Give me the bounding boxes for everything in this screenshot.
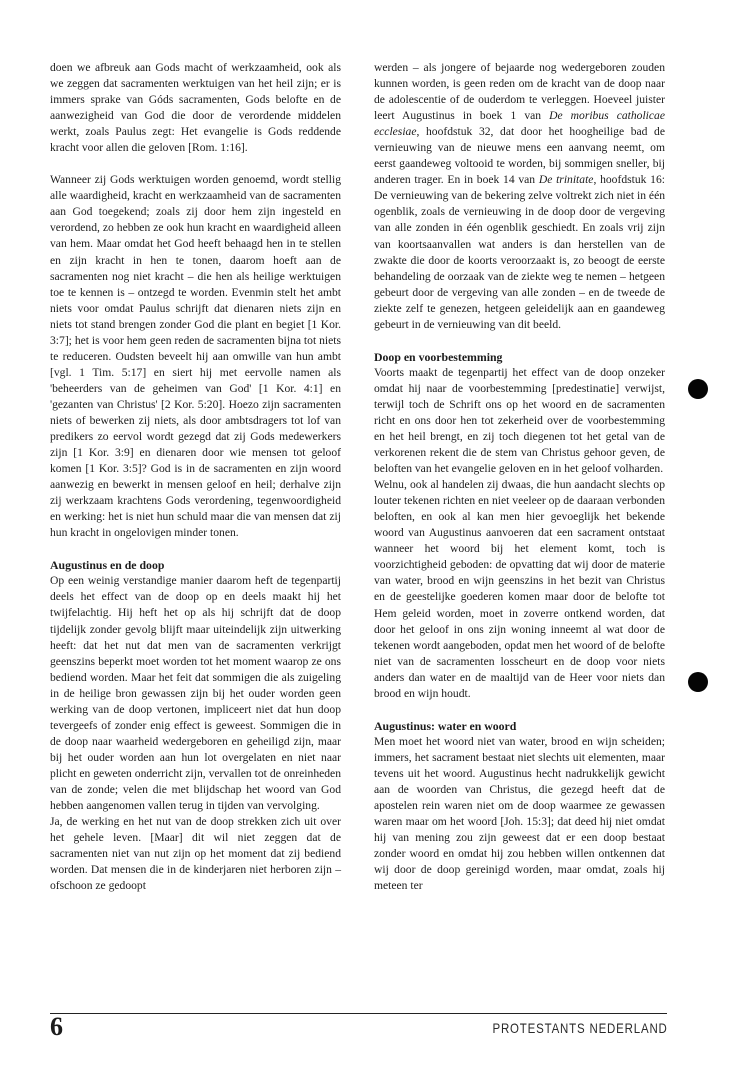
paragraph: Welnu, ook al handelen zij dwaas, die hun aandacht slechts op louter tekenen richten en niet veeleer op de daaraan verbonden beloften, en ook al kan men hier gevoeglijk het bekende woord van Augustinus aanvoeren dat een sacrament ontstaat wanneer het woord bij het element komt, toch is voorzichtigheid geboden: de opvatting dat wij door de materie van water, brood en wijn geenszins in het bezit van Christus en de geestelijke goederen komen maar door de belofte tot Hem geleid worden, moet in zoverre ontkend worden, dat door het geloof in ons zijn woning inneemt al wat door de tekenen wordt aangeboden, opdat men het woord of de belofte niet van de sacramenten losscheurt en de doop voor niets anders dan water en de maaltijd van de Heer voor niets dan brood en wijn houdt. <box>374 478 665 700</box>
section-heading: Augustinus en de doop <box>50 558 165 573</box>
footer-rule <box>50 1013 667 1014</box>
section-heading: Augustinus: water en woord <box>374 718 517 733</box>
right-column <box>374 60 665 894</box>
text-run: werden – als jongere of bejaarde nog wedergeboren zouden kunnen worden, is geen reden om de kracht van de doop naar de adolescentie of de ouderdom te verleggen. Hoeveel juister leert Augustinus in boek 1 van <box>374 61 665 123</box>
left-column <box>50 60 341 894</box>
paragraph: Men moet het woord niet van water, brood en wijn scheiden; immers, het sacrament bestaat niet slechts uit elementen, maar tevens uit het woord. Augustinus hecht nadrukkelijk gewicht aan de woorden van Christus, die gezegd heeft dat de apostelen rein waren niet om de doop waarmee ze gewassen waren maar om het woord [Joh. 15:3]; dat deed hij niet omdat hij van mening zou zijn geweest dat er een doop bestaat zonder woord en omdat hij zou hebben willen ontkennen dat wij door de doop gereinigd worden, maar omdat, zoals hij meteen ter <box>374 734 665 893</box>
paragraph: Ja, de werking en het nut van de doop strekken zich uit over het gehele leven. [Maar] dit wil niet zeggen dat de sacramenten niet van nut zijn op het moment dat zij bediend worden. Dat mensen die in de kinderjaren niet herboren zijn – ofschoon ze gedoopt <box>50 815 341 893</box>
text-run: , hoofdstuk 32, dat door het hoogheilige bad de vernieuwing van de nieuwe mens een aanvang neemt, om eerst gaandeweg voltooid te worden, bij sommigen sneller, bij anderen trager. En in boek 14 van <box>374 125 665 187</box>
book-title: De moribus catholicae ecclesiae <box>374 109 665 139</box>
paragraph: Wanneer zij Gods werktuigen worden genoemd, wordt stellig alle waardigheid, kracht en werkzaamheid van de sacramenten aan God toegekend; zoals zij door hem zijn ingesteld en verordend, zo hebben ze ook hun kracht en waardigheid alleen van hem. Maar omdat het God heeft behaagd hen in te stellen en zijn kracht in hen te tonen, daarom hoeft aan de sacramenten nog niet kracht – die hen als heilige werktuigen toe te kennen is – ontzegd te worden. Evenmin stelt het ambt niets voor omdat Paulus schrijft dat dienaren niets zijn en niets tot stand brengen zonder God die plant en begiet [1 Kor. 3:7]; het is voor hem geen reden de sacramenten bijna tot niets te reduceren. Oudsten beveelt hij aan omwille van hun ambt [vgl. 1 Tim. 5:17] en siert hij met eervolle namen als 'beheerders van de geheimen van God' [1 Kor. 4:1] en 'gezanten van Christus' [2 Kor. 5:20]. Hoezo zijn sacramenten niets of bewerken zij niets, als door ambtsdragers tot lof van predikers zo eervol wordt gezegd dat zij Gods medewerkers zijn [1 Kor. 3:9] en dienaren door wie mensen tot geloof komen [1 Kor. 3:5]? God is in de sacramenten en zijn woord aanwezig en bewerkt in mensen geloof en heil; derhalve zijn zij werkzaam krachtens Gods verordening, tegenwoordigheid en werking: het is niet hun schuld maar die van mensen dat zij hun kracht in ongelovigen minder tonen. <box>50 173 341 540</box>
magazine-name: PROTESTANTS NEDERLAND <box>492 1020 668 1036</box>
binder-hole <box>688 379 708 399</box>
text-run: , hoofdstuk 16: De vernieuwing van de bekering zelve voltrekt zich niet in één ogenblik, zoals de vernieuwing in de doop door de vergeving van alle zonden in één ogenblik geschiedt. En zoals vrij zijn van koortsaanvallen wat anders is dan herstellen van de zwakte die door de koorts veroorzaakt is, zo beoogt de eerste behandeling de oorzaak van de ziekte weg te nemen – hetgeen gebeurt door de vergeving van alle zonden – en de tweede de ziekte zelf te genezen, hetgeen geleidelijk aan en gaandeweg gebeurt in de vernieuwing van dit beeld. <box>374 173 666 331</box>
paragraph: doen we afbreuk aan Gods macht of werkzaamheid, ook als we zeggen dat sacramenten werktuigen van het heil zijn; er is immers sprake van Góds sacramenten, Gods belofte en de aanwezigheid van God die door de verordende middelen werkt, zoals Paulus zegt: Het evangelie is Gods reddende kracht voor allen die geloven [Rom. 1:16]. <box>50 61 341 155</box>
binder-hole <box>688 672 708 692</box>
page-number: 6 <box>50 1012 63 1041</box>
paragraph: Voorts maakt de tegenpartij het effect van de doop onzeker omdat hij naar de voorbestemming [predestinatie] verwijst, terwijl toch de Schrift ons op het woord en de sacramenten richt en ons door hen tot zekerheid over de voorbestemming en het heil brengt, en zij toch diegenen tot het getal van de verkorenen rekent die de stem van Christus gehoor geven, de beloften van het evangelie geloven en in het geloof volharden. <box>374 365 665 476</box>
paragraph: Op een weinig verstandige manier daarom heft de tegenpartij deels het effect van de doop op en deels maakt hij het twijfelachtig. Hij heft het op als hij schrijft dat de doop tijdelijk zonder gevolg blijft maar uiteindelijk zijn uitwerking heeft: dat het nut dat men van de sacramenten verkrijgt geenszins beperkt moet worden tot het moment waarop ze ons bediend worden. Maar het feit dat sommigen die als zuigeling in de heilige bron gewassen zijn bij het ouder worden geen werking van de doop vertonen, impliceert niet dat hun doop tevergeefs of zonder enig effect is geweest. Sommigen die in de doop naar waarheid wedergeboren en geheiligd zijn, maar bij het ouder worden aan hun lot overgelaten en niet naar plicht en geweten onderricht zijn, vervallen tot de onreinheden van de zonde; velen die met blijdschap het woord van God hebben aangenomen vallen terug in tijden van vervolging. <box>50 574 341 813</box>
paragraph <box>374 60 665 333</box>
section-heading: Doop en voorbestemming <box>374 349 503 364</box>
book-title: De trinitate <box>538 173 594 187</box>
